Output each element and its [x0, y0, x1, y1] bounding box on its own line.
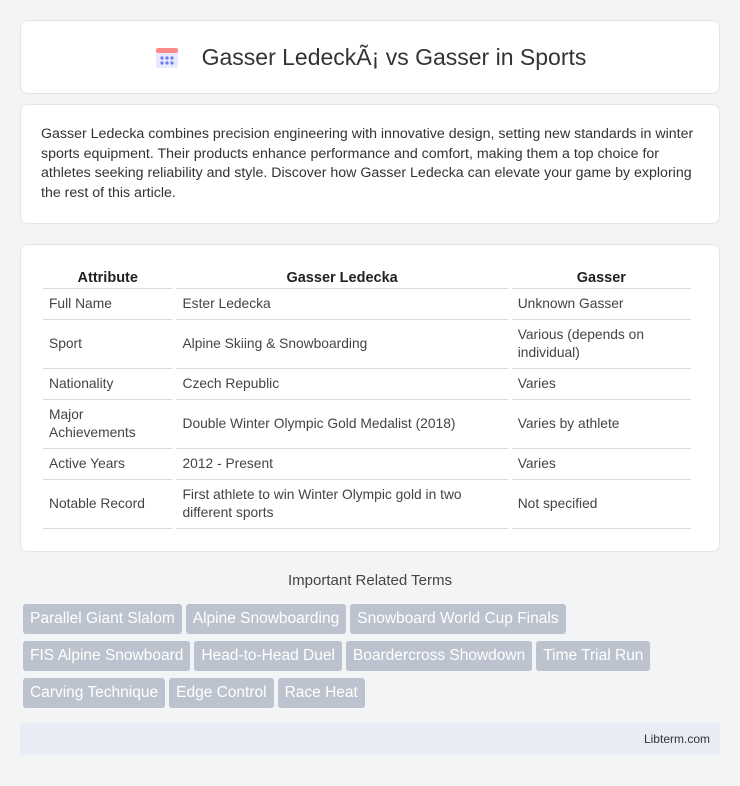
table-cell: Alpine Skiing & Snowboarding — [176, 320, 507, 369]
footer — [20, 723, 720, 755]
table-row — [43, 289, 691, 320]
term-tag[interactable]: Race Heat — [278, 678, 365, 708]
term-tag[interactable]: Snowboard World Cup Finals — [350, 604, 565, 634]
column-header-attribute: Attribute — [43, 265, 172, 289]
term-tag[interactable]: Boardercross Showdown — [346, 641, 532, 671]
header-card — [20, 20, 720, 94]
table-cell: Unknown Gasser — [512, 289, 691, 320]
table-cell: Double Winter Olympic Gold Medalist (2018) — [176, 400, 507, 449]
comparison-table — [39, 265, 695, 529]
table-cell: Varies — [512, 369, 691, 400]
table-cell: Sport — [43, 320, 172, 369]
term-tag[interactable]: Time Trial Run — [536, 641, 650, 671]
intro-card — [20, 104, 720, 224]
table-cell: 2012 - Present — [176, 449, 507, 480]
table-row — [43, 480, 691, 529]
table-cell: Varies by athlete — [512, 400, 691, 449]
table-row — [43, 400, 691, 449]
column-header-gasser: Gasser — [512, 265, 691, 289]
related-terms-list — [23, 604, 723, 715]
calendar-icon — [154, 44, 180, 70]
table-cell: First athlete to win Winter Olympic gold in two different sports — [176, 480, 507, 529]
table-cell: Czech Republic — [176, 369, 507, 400]
table-cell: Full Name — [43, 289, 172, 320]
table-cell: Notable Record — [43, 480, 172, 529]
footer-site-link[interactable]: Libterm.com — [643, 732, 710, 746]
page-title: Gasser LedeckÃ¡ vs Gasser in Sports — [201, 43, 587, 70]
intro-text: Gasser Ledecka combines precision engineering with innovative design, setting new standards in winter sports equipment. Their products enhance performance and comfort, making them a top choice for athletes seeking reliability and style. Discover how Gasser Ledecka can elevate your game by exploring the rest of this article. — [41, 126, 694, 201]
table-cell: Varies — [512, 449, 691, 480]
table-cell: Not specified — [512, 480, 691, 529]
comparison-table-card — [20, 244, 720, 552]
table-row — [43, 320, 691, 369]
table-cell: Nationality — [43, 369, 172, 400]
table-cell: Major Achievements — [43, 400, 172, 449]
term-tag[interactable]: Parallel Giant Slalom — [23, 604, 182, 634]
table-header-row — [43, 265, 691, 289]
term-tag[interactable]: Alpine Snowboarding — [186, 604, 347, 634]
table-cell: Ester Ledecka — [176, 289, 507, 320]
table-row — [43, 369, 691, 400]
table-cell: Active Years — [43, 449, 172, 480]
term-tag[interactable]: Head-to-Head Duel — [194, 641, 342, 671]
related-terms-title: Important Related Terms — [288, 572, 452, 589]
term-tag[interactable]: Edge Control — [169, 678, 273, 708]
term-tag[interactable]: FIS Alpine Snowboard — [23, 641, 190, 671]
table-row — [43, 449, 691, 480]
column-header-gasser-ledecka: Gasser Ledecka — [176, 265, 507, 289]
table-cell: Various (depends on individual) — [512, 320, 691, 369]
term-tag[interactable]: Carving Technique — [23, 678, 165, 708]
